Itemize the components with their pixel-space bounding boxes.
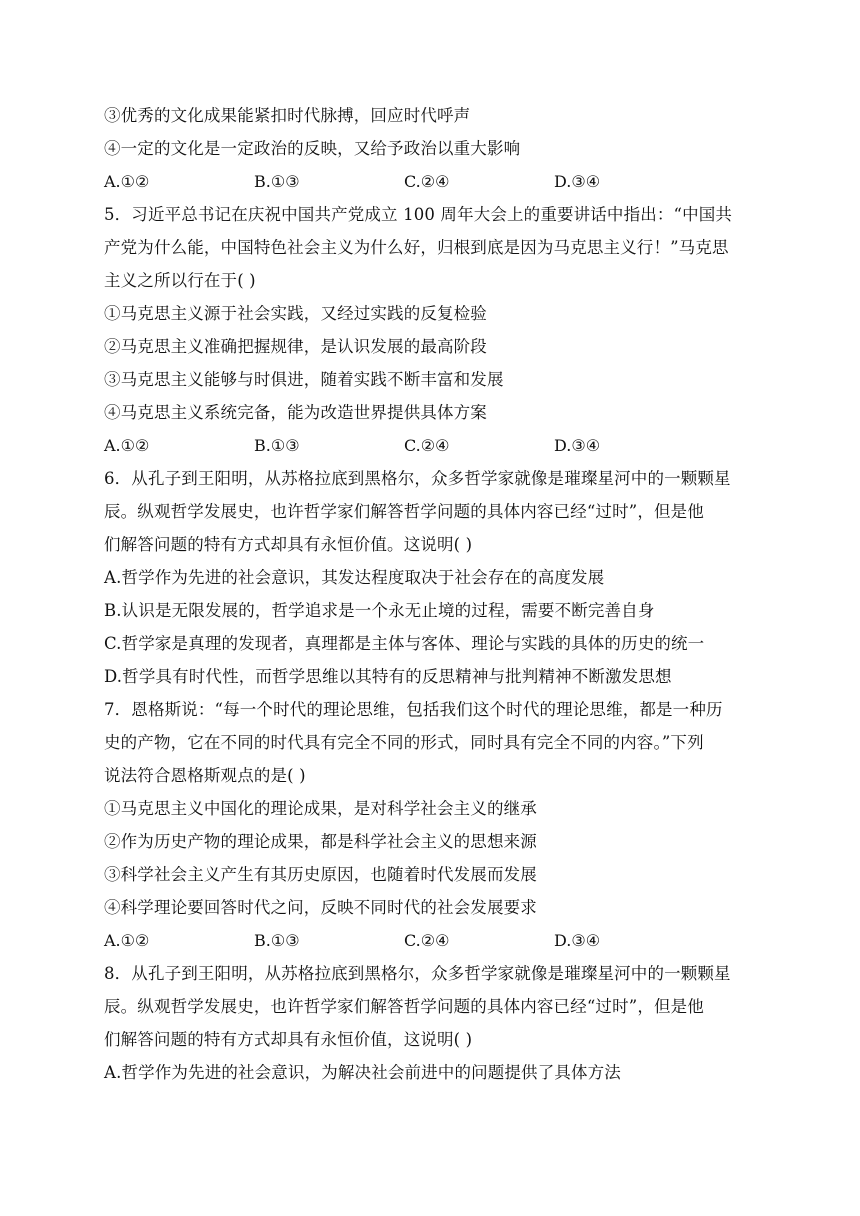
question-stem-line: 辰。纵观哲学发展史，也许哲学家们解答哲学问题的具体内容已经“过时”，但是他 — [104, 997, 704, 1016]
statement-2: ②作为历史产物的理论成果，都是科学社会主义的思想来源 — [104, 832, 537, 851]
option-d: D.③④ — [554, 172, 601, 191]
question-5 — [104, 198, 756, 462]
question-stem-line: 8．从孔子到王阳明，从苏格拉底到黑格尔，众多哲学家就像是璀璨星河中的一颗颗星 — [104, 964, 731, 983]
statement-4: ④科学理论要回答时代之问，反映不同时代的社会发展要求 — [104, 898, 537, 917]
option-a: A.①② — [104, 436, 150, 455]
option-c: C.②④ — [404, 436, 450, 455]
question-stem-line: 7．恩格斯说：“每一个时代的理论思维，包括我们这个时代的理论思维，都是一种历 — [104, 700, 723, 719]
question-stem-line: 们解答问题的特有方式却具有永恒价值，这说明( ) — [104, 1030, 473, 1049]
question-4-tail — [104, 99, 756, 198]
question-stem-line: 史的产物，它在不同的时代具有完全不同的形式，同时具有完全不同的内容。”下列 — [104, 733, 704, 752]
question-stem-line: 说法符合恩格斯观点的是( ) — [104, 766, 306, 785]
statement-4: ④马克思主义系统完备，能为改造世界提供具体方案 — [104, 403, 487, 422]
answer-options — [104, 165, 756, 198]
option-b: B.①③ — [254, 931, 300, 950]
answer-options — [104, 924, 756, 957]
option-c: C.②④ — [404, 931, 450, 950]
option-b: B.①③ — [254, 436, 300, 455]
option-d: D.③④ — [554, 931, 601, 950]
option-a: A.哲学作为先进的社会意识，为解决社会前进中的问题提供了具体方法 — [104, 1063, 621, 1082]
statement-1: ①马克思主义中国化的理论成果，是对科学社会主义的继承 — [104, 799, 537, 818]
question-6 — [104, 462, 756, 693]
question-7 — [104, 693, 756, 957]
question-stem-line: 产党为什么能，中国特色社会主义为什么好，归根到底是因为马克思主义行！”马克思 — [104, 238, 729, 257]
question-stem-line: 5．习近平总书记在庆祝中国共产党成立 100 周年大会上的重要讲话中指出：“中国共 — [104, 205, 733, 224]
statement-3: ③科学社会主义产生有其历史原因，也随着时代发展而发展 — [104, 865, 537, 884]
option-c: C.哲学家是真理的发现者，真理都是主体与客体、理论与实践的具体的历史的统一 — [104, 634, 705, 653]
option-c: C.②④ — [404, 172, 450, 191]
statement-3: ③马克思主义能够与时俱进，随着实践不断丰富和发展 — [104, 370, 504, 389]
option-d: D.哲学具有时代性，而哲学思维以其特有的反思精神与批判精神不断激发思想 — [104, 667, 672, 686]
question-stem-line: 6．从孔子到王阳明，从苏格拉底到黑格尔，众多哲学家就像是璀璨星河中的一颗颗星 — [104, 469, 731, 488]
question-stem-line: 辰。纵观哲学发展史，也许哲学家们解答哲学问题的具体内容已经“过时”，但是他 — [104, 502, 704, 521]
option-a: A.①② — [104, 172, 150, 191]
statement-3: ③优秀的文化成果能紧扣时代脉搏，回应时代呼声 — [104, 106, 471, 125]
question-8 — [104, 957, 756, 1089]
document-page — [104, 99, 756, 1089]
option-a: A.哲学作为先进的社会意识，其发达程度取决于社会存在的高度发展 — [104, 568, 605, 587]
statement-2: ②马克思主义准确把握规律，是认识发展的最高阶段 — [104, 337, 487, 356]
question-stem-line: 主义之所以行在于( ) — [104, 271, 256, 290]
option-d: D.③④ — [554, 436, 601, 455]
option-b: B.①③ — [254, 172, 300, 191]
statement-1: ①马克思主义源于社会实践，又经过实践的反复检验 — [104, 304, 487, 323]
answer-options — [104, 429, 756, 462]
option-b: B.认识是无限发展的，哲学追求是一个永无止境的过程，需要不断完善自身 — [104, 601, 655, 620]
option-a: A.①② — [104, 931, 150, 950]
question-stem-line: 们解答问题的特有方式却具有永恒价值。这说明( ) — [104, 535, 473, 554]
statement-4: ④一定的文化是一定政治的反映，又给予政治以重大影响 — [104, 139, 521, 158]
